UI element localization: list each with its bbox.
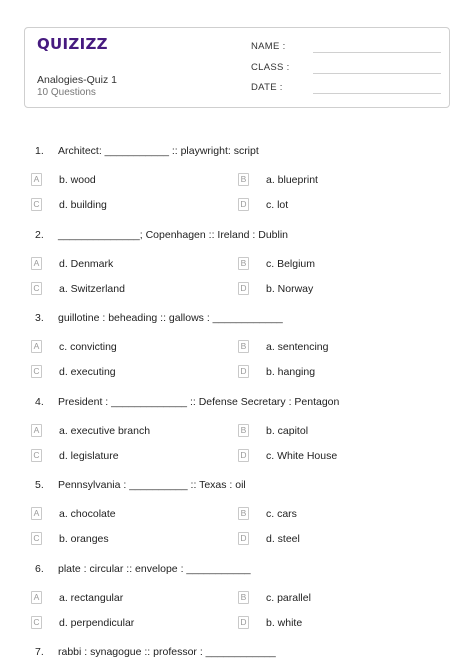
option-text: b. oranges xyxy=(59,533,109,545)
question-number: 2. xyxy=(35,229,44,241)
option-letter-box[interactable]: B xyxy=(238,340,249,353)
question-number: 3. xyxy=(35,312,44,324)
option-text: a. chocolate xyxy=(59,508,116,520)
quiz-title: Analogies-Quiz 1 xyxy=(37,74,117,86)
option-letter-box[interactable]: C xyxy=(31,616,42,629)
question-text: President : _____________ :: Defense Secretary : Pentagon xyxy=(58,396,340,408)
option-letter-box[interactable]: B xyxy=(238,591,249,604)
option-text: d. steel xyxy=(266,533,300,545)
worksheet-header xyxy=(24,27,450,108)
option-text: a. Switzerland xyxy=(59,283,125,295)
question-text: plate : circular :: envelope : ___________ xyxy=(58,563,251,575)
option-text: d. perpendicular xyxy=(59,617,135,629)
name-label: NAME : xyxy=(251,41,286,52)
option-text: c. parallel xyxy=(266,592,311,604)
option-letter-box[interactable]: A xyxy=(31,257,42,270)
option-letter-box[interactable]: B xyxy=(238,424,249,437)
option-text: b. Norway xyxy=(266,283,314,295)
question-count: 10 Questions xyxy=(37,87,96,98)
option-letter-box[interactable]: C xyxy=(31,532,42,545)
option-text: d. Denmark xyxy=(59,258,114,270)
option-text: a. sentencing xyxy=(266,341,329,353)
option-letter-box[interactable]: D xyxy=(238,449,249,462)
option-letter-box[interactable]: D xyxy=(238,532,249,545)
option-text: b. hanging xyxy=(266,366,316,378)
option-letter-box[interactable]: C xyxy=(31,198,42,211)
option-text: b. white xyxy=(266,617,303,629)
option-letter-box[interactable]: A xyxy=(31,507,42,520)
option-letter-box[interactable]: C xyxy=(31,282,42,295)
option-text: c. Belgium xyxy=(266,258,316,270)
question-number: 6. xyxy=(35,563,44,575)
option-letter-box[interactable]: C xyxy=(31,449,42,462)
option-text: a. blueprint xyxy=(266,174,318,186)
option-text: b. capitol xyxy=(266,425,309,437)
option-text: a. executive branch xyxy=(59,425,151,437)
option-text: a. rectangular xyxy=(59,592,124,604)
option-letter-box[interactable]: D xyxy=(238,282,249,295)
class-line xyxy=(313,73,441,74)
option-letter-box[interactable]: A xyxy=(31,591,42,604)
date-field[interactable] xyxy=(251,82,283,93)
option-text: c. White House xyxy=(266,450,338,462)
option-letter-box[interactable]: A xyxy=(31,340,42,353)
option-letter-box[interactable]: C xyxy=(31,365,42,378)
class-field[interactable] xyxy=(251,62,290,73)
option-letter-box[interactable]: D xyxy=(238,616,249,629)
option-letter-box[interactable]: A xyxy=(31,424,42,437)
name-line xyxy=(313,52,441,53)
name-field[interactable] xyxy=(251,41,286,52)
question-text: guillotine : beheading :: gallows : ____________ xyxy=(58,312,283,324)
option-letter-box[interactable]: B xyxy=(238,257,249,270)
question-text: ______________; Copenhagen :: Ireland : Dublin xyxy=(58,229,289,241)
question-text: rabbi : synagogue :: professor : ____________ xyxy=(58,646,276,658)
question-number: 5. xyxy=(35,479,44,491)
option-text: d. executing xyxy=(59,366,116,378)
quizizz-logo: QUIZIZZ xyxy=(37,35,108,53)
option-text: c. lot xyxy=(266,199,289,211)
date-line xyxy=(313,93,441,94)
option-letter-box[interactable]: B xyxy=(238,507,249,520)
option-letter-box[interactable]: B xyxy=(238,173,249,186)
question-number: 7. xyxy=(35,646,44,658)
option-letter-box[interactable]: D xyxy=(238,365,249,378)
class-label: CLASS : xyxy=(251,62,290,73)
option-text: d. building xyxy=(59,199,107,211)
option-text: b. wood xyxy=(59,174,96,186)
option-letter-box[interactable]: D xyxy=(238,198,249,211)
option-text: c. cars xyxy=(266,508,297,520)
option-letter-box[interactable]: A xyxy=(31,173,42,186)
question-number: 4. xyxy=(35,396,44,408)
option-text: c. convicting xyxy=(59,341,117,353)
date-label: DATE : xyxy=(251,82,283,93)
option-text: d. legislature xyxy=(59,450,119,462)
question-text: Pennsylvania : __________ :: Texas : oil xyxy=(58,479,246,491)
question-text: Architect: ___________ :: playwright: script xyxy=(58,145,259,157)
question-number: 1. xyxy=(35,145,44,157)
